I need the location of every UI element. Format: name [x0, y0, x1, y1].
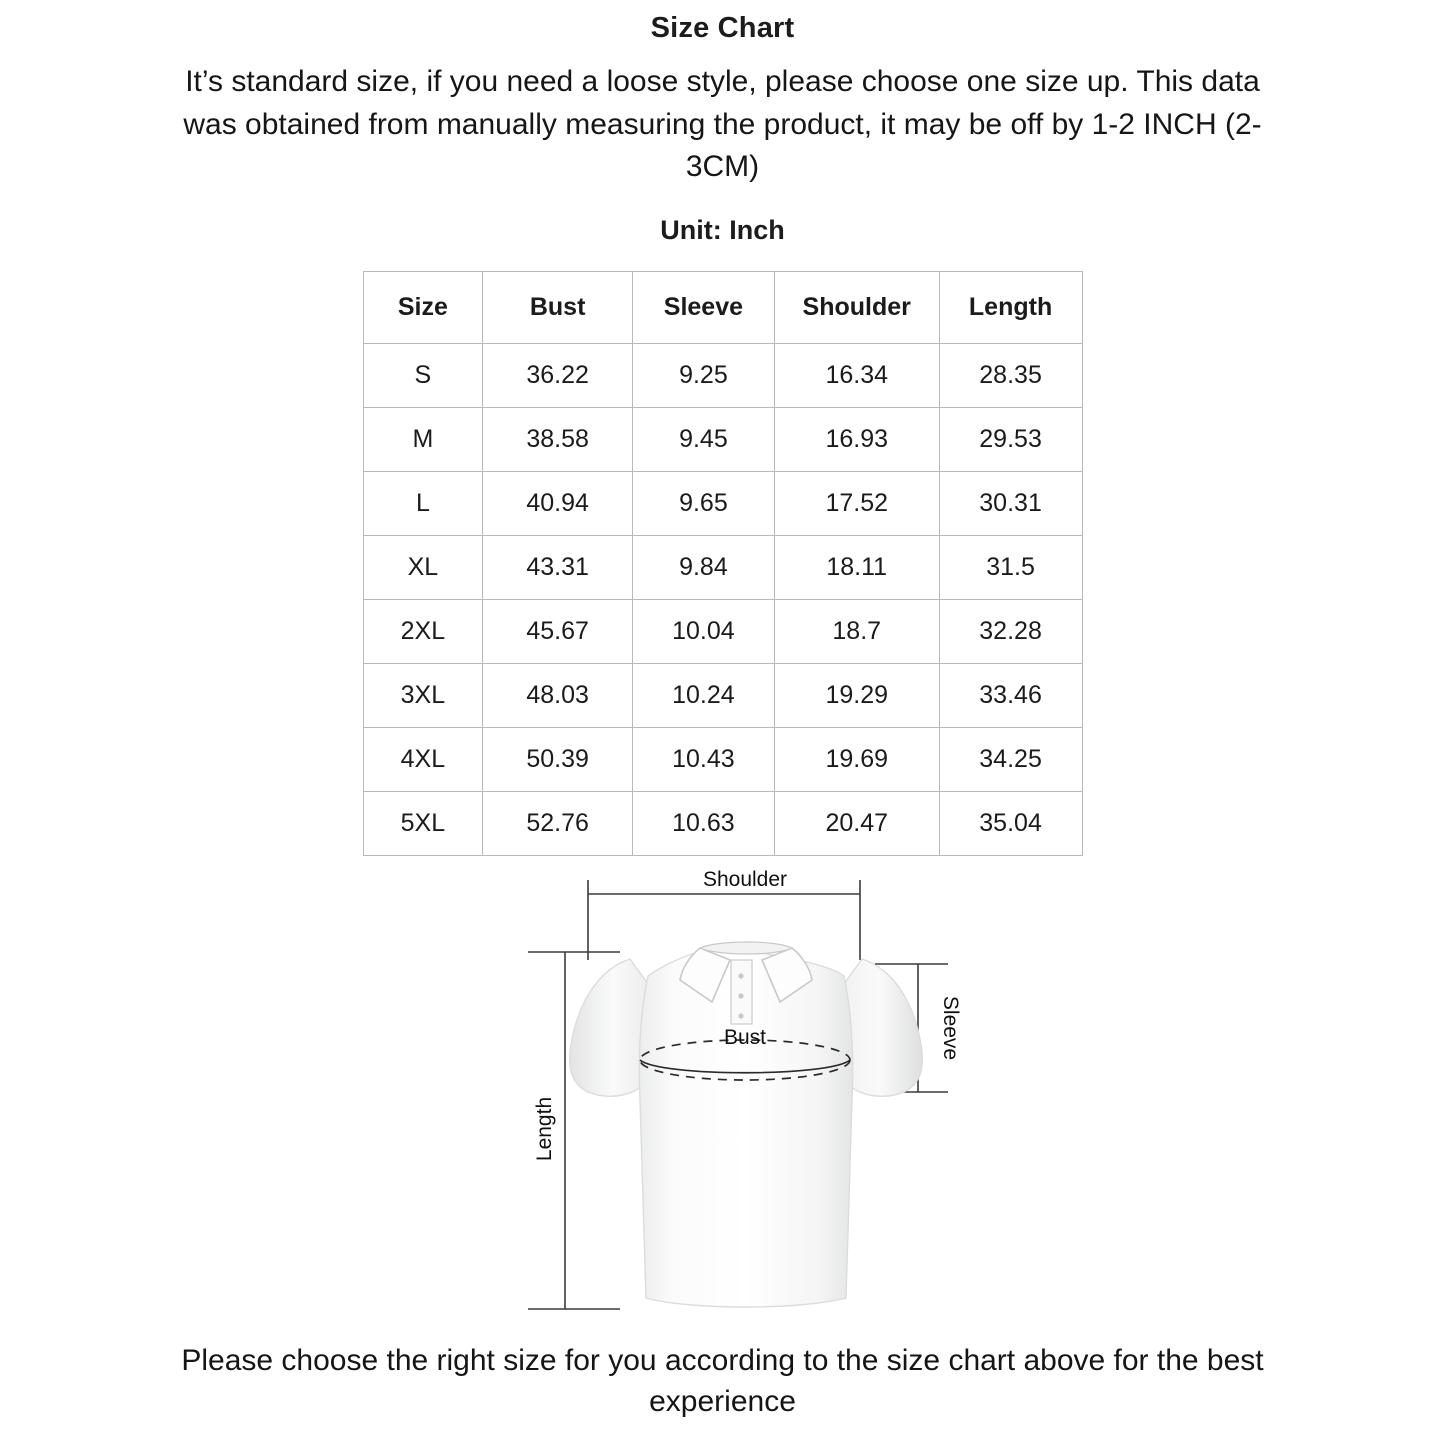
cell-size: S [363, 343, 483, 407]
column-header-length: Length [939, 271, 1082, 343]
cell-size: 3XL [363, 663, 483, 727]
footer-note: Please choose the right size for you according to the size chart above for the best experience [181, 1343, 1264, 1419]
cell-size: 4XL [363, 727, 483, 791]
cell-sleeve: 10.63 [633, 791, 775, 855]
cell-length: 29.53 [939, 407, 1082, 471]
cell-shoulder: 16.34 [774, 343, 939, 407]
unit-label: Unit: Inch [660, 214, 785, 245]
cell-length: 31.5 [939, 535, 1082, 599]
button-icon [738, 1013, 743, 1018]
cell-bust: 48.03 [483, 663, 633, 727]
cell-sleeve: 10.24 [633, 663, 775, 727]
size-table-wrap [363, 271, 1083, 856]
cell-sleeve: 9.25 [633, 343, 775, 407]
cell-size: L [363, 471, 483, 535]
cell-length: 34.25 [939, 727, 1082, 791]
cell-length: 28.35 [939, 343, 1082, 407]
bust-label: Bust [723, 1025, 767, 1049]
column-header-sleeve: Sleeve [633, 271, 775, 343]
left-sleeve [570, 959, 648, 1096]
table-row [363, 599, 1082, 663]
collar-band [700, 942, 792, 954]
cell-shoulder: 19.29 [774, 663, 939, 727]
table-row [363, 343, 1082, 407]
cell-shoulder: 19.69 [774, 727, 939, 791]
page-title: Size Chart [650, 12, 795, 44]
button-icon [738, 973, 743, 978]
cell-bust: 52.76 [483, 791, 633, 855]
table-header-row [363, 271, 1082, 343]
table-row [363, 407, 1082, 471]
size-table [363, 271, 1083, 856]
intro-text: It’s standard size, if you need a loose style, please choose one size up. This data was obtained from manually measuring the product, it may be off by 1-2 INCH (2-3CM) [183, 65, 1262, 184]
column-header-shoulder: Shoulder [774, 271, 939, 343]
cell-size: 5XL [363, 791, 483, 855]
cell-bust: 45.67 [483, 599, 633, 663]
cell-sleeve: 10.04 [633, 599, 775, 663]
sleeve-label: Sleeve [939, 995, 962, 1060]
length-label: Length [533, 1096, 556, 1161]
table-row [363, 663, 1082, 727]
cell-length: 35.04 [939, 791, 1082, 855]
table-row [363, 727, 1082, 791]
cell-bust: 38.58 [483, 407, 633, 471]
column-header-bust: Bust [483, 271, 633, 343]
cell-size: XL [363, 535, 483, 599]
cell-shoulder: 16.93 [774, 407, 939, 471]
right-sleeve [844, 959, 922, 1096]
cell-shoulder: 18.11 [774, 535, 939, 599]
cell-sleeve: 9.65 [633, 471, 775, 535]
cell-bust: 43.31 [483, 535, 633, 599]
cell-sleeve: 9.84 [633, 535, 775, 599]
cell-length: 32.28 [939, 599, 1082, 663]
cell-length: 33.46 [939, 663, 1082, 727]
cell-sleeve: 10.43 [633, 727, 775, 791]
cell-size: M [363, 407, 483, 471]
button-icon [738, 993, 743, 998]
cell-sleeve: 9.45 [633, 407, 775, 471]
table-row [363, 535, 1082, 599]
cell-bust: 40.94 [483, 471, 633, 535]
cell-length: 30.31 [939, 471, 1082, 535]
column-header-size: Size [363, 271, 483, 343]
cell-shoulder: 17.52 [774, 471, 939, 535]
table-row [363, 471, 1082, 535]
polo-shirt-illustration [570, 942, 923, 1307]
cell-bust: 50.39 [483, 727, 633, 791]
measurement-diagram [0, 864, 1445, 1334]
cell-size: 2XL [363, 599, 483, 663]
cell-shoulder: 18.7 [774, 599, 939, 663]
table-row [363, 791, 1082, 855]
shoulder-label: Shoulder [702, 867, 788, 891]
cell-bust: 36.22 [483, 343, 633, 407]
cell-shoulder: 20.47 [774, 791, 939, 855]
